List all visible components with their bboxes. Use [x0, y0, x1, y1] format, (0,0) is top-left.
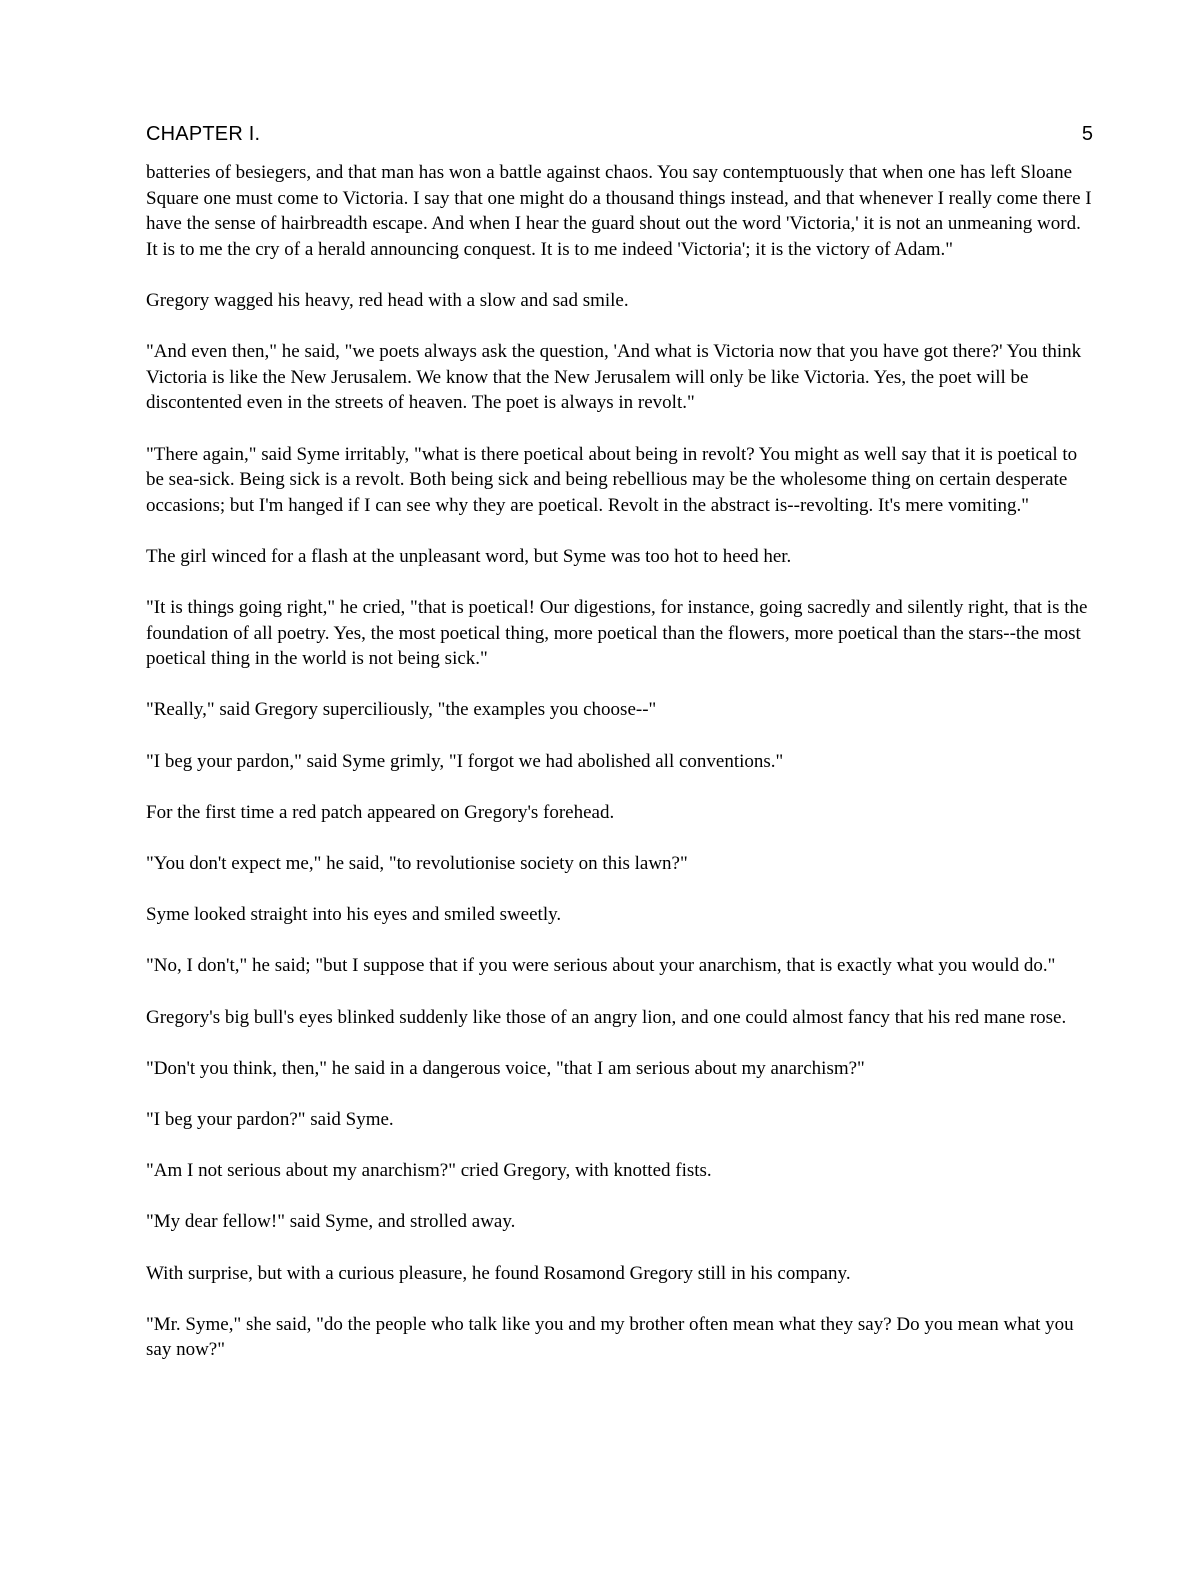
- paragraph: "Don't you think, then," he said in a dangerous voice, "that I am serious about my anarchism?": [146, 1057, 865, 1079]
- paragraph: batteries of besiegers, and that man has won a battle against chaos. You say contemptuously that when one has left Sloane Square one must come to Victoria. I say that one might do a thousand things instead, and that whenever I really come there I have the sense of hairbreadth escape. And when I hear the guard shout out the word 'Victoria,' it is not an unmeaning word. It is to me the cry of a herald announcing conquest. It is to me indeed 'Victoria'; it is the victory of Adam.": [146, 162, 1092, 260]
- paragraph: "My dear fellow!" said Syme, and strolled away.: [146, 1211, 516, 1233]
- paragraph: The girl winced for a flash at the unpleasant word, but Syme was too hot to heed her.: [146, 545, 792, 567]
- chapter-title: CHAPTER I.: [146, 123, 261, 145]
- paragraph: Gregory wagged his heavy, red head with a slow and sad smile.: [146, 289, 629, 311]
- paragraph: With surprise, but with a curious pleasure, he found Rosamond Gregory still in his company.: [146, 1262, 851, 1284]
- paragraph: For the first time a red patch appeared on Gregory's forehead.: [146, 801, 615, 823]
- paragraph: Syme looked straight into his eyes and smiled sweetly.: [146, 904, 562, 926]
- paragraph: "Mr. Syme," she said, "do the people who talk like you and my brother often mean what they say? Do you mean what you say now?": [146, 1313, 1074, 1361]
- paragraph: "I beg your pardon?" said Syme.: [146, 1108, 394, 1130]
- paragraph: "There again," said Syme irritably, "what is there poetical about being in revolt? You might as well say that it is poetical to be sea-sick. Being sick is a revolt. Both being sick and being rebellious may be the wholesome thing on certain desperate occasions; but I'm hanged if I can see why they are poetical. Revolt in the abstract is--revolting. It's mere vomiting.": [146, 443, 1078, 516]
- paragraph: "And even then," he said, "we poets always ask the question, 'And what is Victoria now that you have got there?' You think Victoria is like the New Jerusalem. We know that the New Jerusalem will only be like Victoria. Yes, the poet will be discontented even in the streets of heaven. The poet is always in revolt.": [146, 341, 1082, 414]
- paragraph: "Really," said Gregory superciliously, "the examples you choose--": [146, 699, 657, 721]
- paragraph: Gregory's big bull's eyes blinked suddenly like those of an angry lion, and one could almost fancy that his red mane rose.: [146, 1006, 1067, 1028]
- body-text: [146, 160, 1093, 1389]
- paragraph: "No, I don't," he said; "but I suppose that if you were serious about your anarchism, that is exactly what you would do.": [146, 955, 1056, 977]
- page-number: 5: [1081, 123, 1093, 145]
- paragraph: "You don't expect me," he said, "to revolutionise society on this lawn?": [146, 853, 688, 875]
- paragraph: "I beg your pardon," said Syme grimly, "I forgot we had abolished all conventions.": [146, 750, 784, 772]
- paragraph: "Am I not serious about my anarchism?" cried Gregory, with knotted fists.: [146, 1160, 712, 1182]
- page-header: [146, 121, 1093, 151]
- paragraph: "It is things going right," he cried, "that is poetical! Our digestions, for instance, going sacredly and silently right, that is the foundation of all poetry. Yes, the most poetical thing, more poetical than the flowers, more poetical than the stars--the most poetical thing in the world is not being sick.": [146, 597, 1088, 670]
